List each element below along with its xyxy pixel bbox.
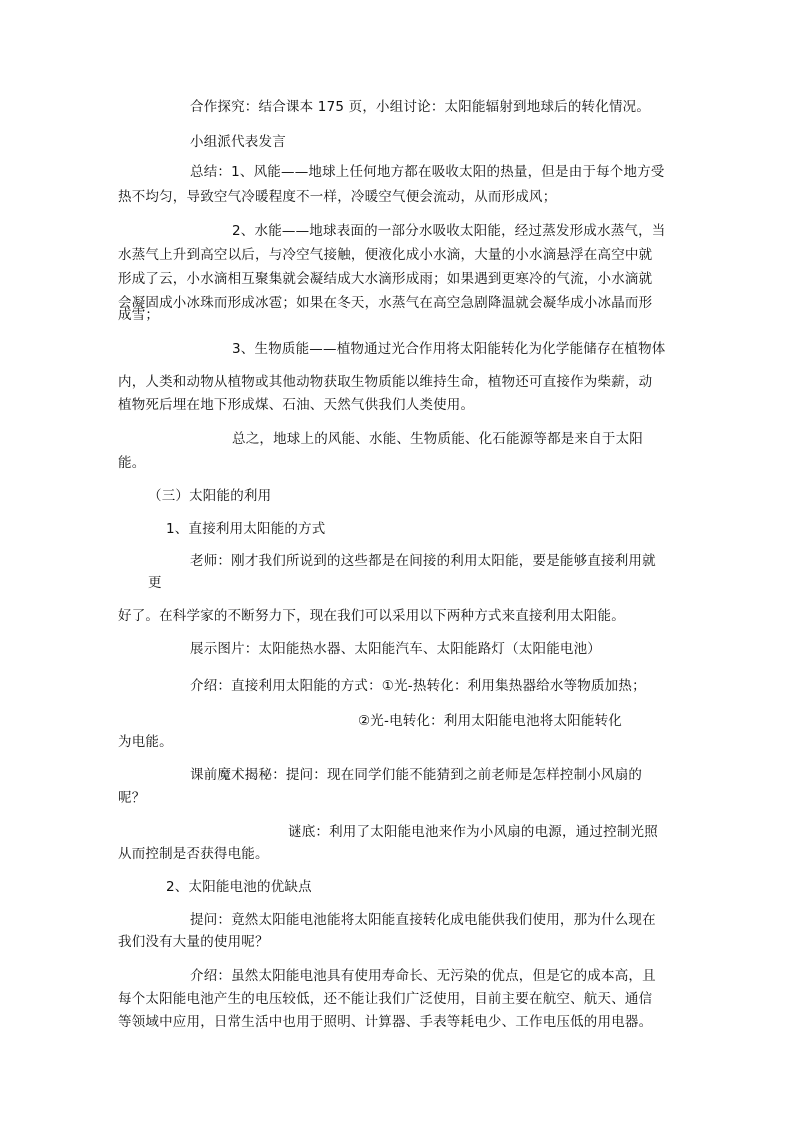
magic-reveal-line-2: 呢？: [118, 790, 146, 806]
show-pictures-line: 展示图片：太阳能热水器、太阳能汽车、太阳能路灯（太阳能电池）: [190, 641, 601, 657]
teacher-line-2: 更: [148, 575, 162, 591]
introduce-line-1: 介绍：直接利用太阳能的方式：①光-热转化：利用集热器给水等物质加热；: [190, 678, 646, 694]
question-line-1: 提问：竟然太阳能电池能将太阳能直接转化成电能供我们使用，那为什么现在: [190, 912, 656, 928]
biomass-line-2: 内，人类和动物从植物或其他动物获取生物质能以维持生命，植物还可直接作为柴薪，动: [118, 374, 653, 390]
answer-line-1: 谜底：利用了太阳能电池来作为小风扇的电源，通过控制光照: [288, 824, 658, 840]
subheading-pros-cons: 2、太阳能电池的优缺点: [166, 879, 312, 895]
introduce-line-3: 为电能。: [118, 734, 173, 750]
intro-pros-cons-line-3: 等领域中应用，日常生活中也用于照明、计算器、手表等耗电少、工作电压低的用电器。: [118, 1014, 653, 1030]
biomass-line-1: 3、生物质能——植物通过光合作用将太阳能转化为化学能储存在植物体: [232, 341, 666, 357]
summary-wind-line-1: 总结：1、风能——地球上任何地方都在吸收太阳的热量，但是由于每个地方受: [190, 164, 665, 180]
answer-line-2: 从而控制是否获得电能。: [118, 846, 269, 862]
biomass-line-3: 植物死后埋在地下形成煤、石油、天然气供我们人类使用。: [118, 397, 475, 413]
teacher-line-1: 老师：刚才我们所说到的这些都是在间接的利用太阳能，要是能够直接利用就: [190, 553, 656, 569]
summary-wind-line-2: 热不均匀，导致空气冷暖程度不一样，冷暖空气便会流动，从而形成风；: [118, 189, 557, 205]
teacher-line-3: 好了。在科学家的不断努力下，现在我们可以采用以下两种方式来直接利用太阳能。: [118, 608, 625, 624]
water-energy-line-1: 2、水能——地球表面的一部分水吸收太阳能，经过蒸发形成水蒸气，当: [232, 223, 666, 239]
conclusion-line-2: 能。: [118, 455, 146, 471]
water-energy-line-2: 水蒸气上升到高空以后，与冷空气接触，便液化成小水滴，大量的小水滴悬浮在高空中就: [118, 247, 653, 263]
intro-pros-cons-line-1: 介绍：虽然太阳能电池具有使用寿命长、无污染的优点，但是它的成本高，且: [190, 968, 656, 984]
question-line-2: 我们没有大量的使用呢？: [118, 934, 269, 950]
water-energy-line-5: 成雪；: [118, 307, 160, 323]
paragraph-group-speech: 小组派代表发言: [190, 134, 286, 150]
water-energy-line-3: 形成了云，小水滴相互聚集就会凝结成大水滴形成雨；如果遇到更寒冷的气流，小水滴就: [118, 271, 653, 287]
section-heading-solar-use: （三）太阳能的利用: [148, 488, 272, 504]
introduce-line-2: ②光-电转化：利用太阳能电池将太阳能转化: [358, 713, 622, 729]
conclusion-line-1: 总之，地球上的风能、水能、生物质能、化石能源等都是来自于太阳: [232, 431, 643, 447]
subheading-direct-use: 1、直接利用太阳能的方式: [166, 521, 326, 537]
intro-pros-cons-line-2: 每个太阳能电池产生的电压较低，还不能让我们广泛使用，目前主要在航空、航天、通信: [118, 991, 653, 1007]
water-energy-line-4: 会凝固成小冰珠而形成冰雹；如果在冬天，水蒸气在高空急剧降温就会凝华成小冰晶而形: [118, 295, 653, 311]
magic-reveal-line-1: 课前魔术揭秘：提问：现在同学们能不能猜到之前老师是怎样控制小风扇的: [190, 767, 643, 783]
paragraph-cooperative-inquiry: 合作探究：结合课本 175 页，小组讨论：太阳能辐射到地球后的转化情况。: [190, 99, 651, 115]
